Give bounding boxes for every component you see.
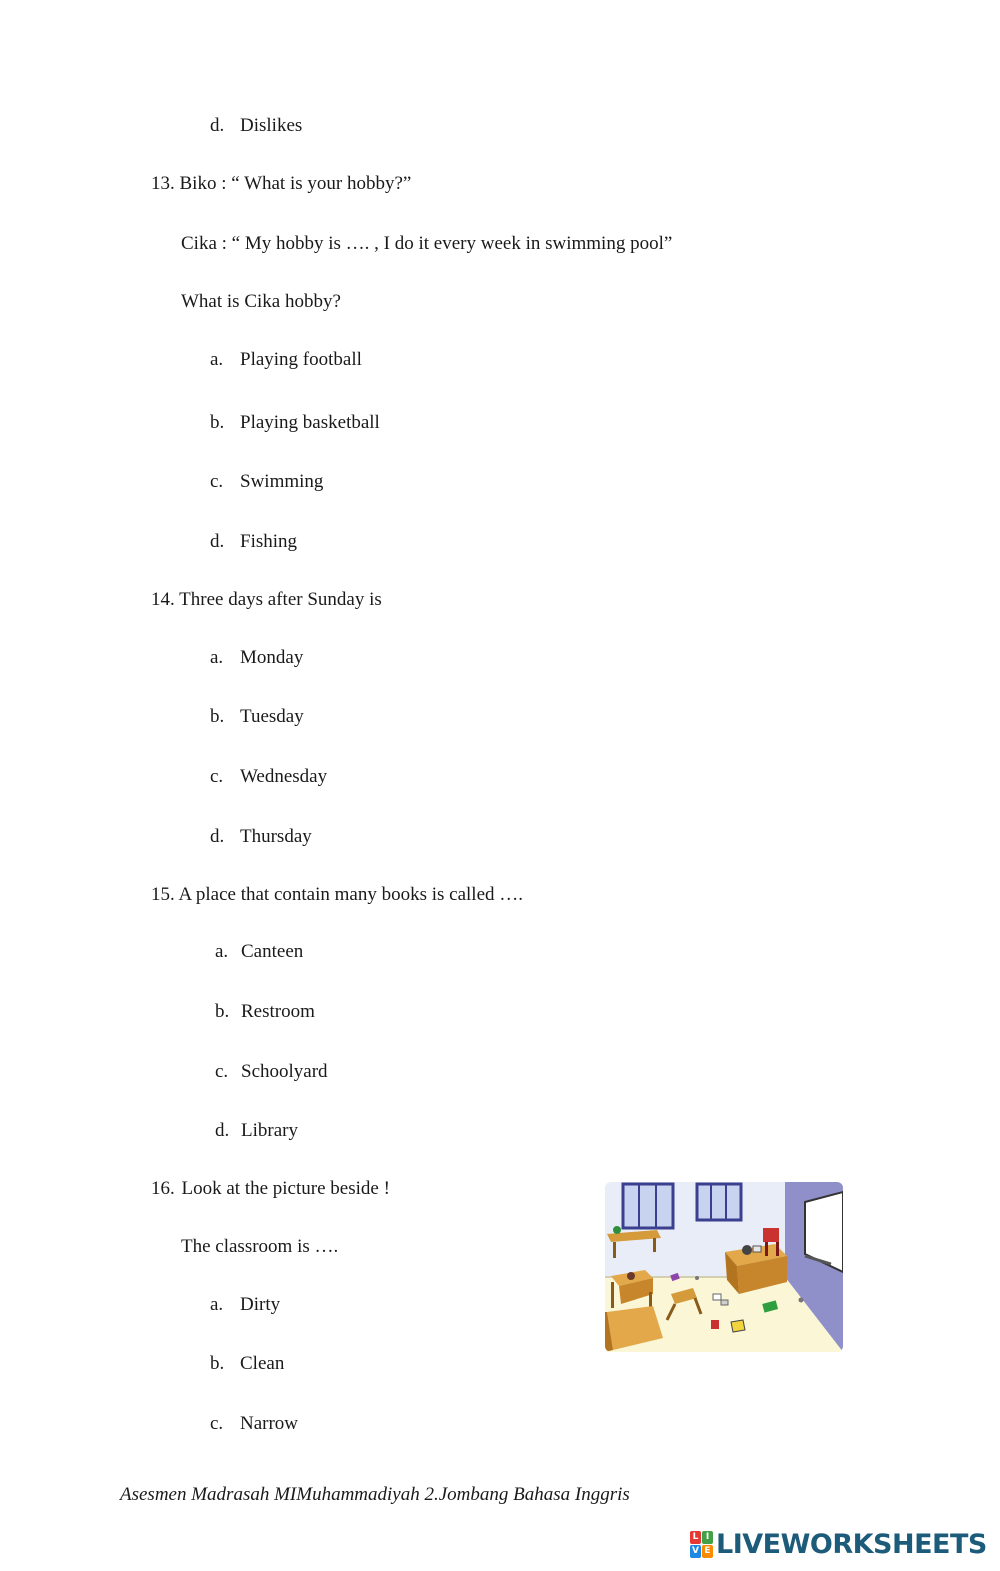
option-letter: a.	[215, 941, 229, 962]
q12-option-d[interactable]	[210, 114, 302, 138]
logo-letter: I	[702, 1531, 713, 1544]
brand-name: LIVEWORKSHEETS	[716, 1528, 987, 1560]
q13-question: What is Cika hobby?	[181, 291, 341, 312]
option-text: Monday	[240, 647, 304, 668]
option-letter: d.	[210, 531, 225, 552]
q13-option-b[interactable]	[210, 411, 380, 435]
q16-prompt	[151, 1177, 390, 1201]
option-letter: c.	[210, 1413, 224, 1434]
option-text: Dirty	[240, 1294, 281, 1315]
option-text: Swimming	[240, 471, 324, 492]
q15-option-b[interactable]	[215, 1000, 315, 1024]
option-text: Library	[241, 1120, 298, 1141]
option-letter: b.	[215, 1001, 230, 1022]
option-text: Clean	[240, 1353, 285, 1374]
option-text: Tuesday	[240, 706, 304, 727]
question-text: A place that contain many books is called ….	[178, 884, 524, 905]
q16-option-a[interactable]	[210, 1293, 280, 1317]
option-letter: b.	[210, 1353, 225, 1374]
footer-text: Asesmen Madrasah MIMuhammadiyah 2.Jombang Bahasa Inggris	[120, 1484, 630, 1505]
option-text: Schoolyard	[241, 1061, 328, 1082]
question-text: Biko : “ What is your hobby?”	[179, 173, 412, 194]
q14-prompt	[151, 588, 382, 612]
option-letter: b.	[210, 706, 225, 727]
q15-option-d[interactable]	[215, 1119, 298, 1143]
option-letter: c.	[210, 471, 224, 492]
q14-option-d[interactable]	[210, 825, 312, 849]
question-number: 16.	[151, 1178, 175, 1199]
q16-option-c[interactable]	[210, 1412, 298, 1436]
option-letter: c.	[210, 766, 224, 787]
option-text: Restroom	[241, 1001, 315, 1022]
q13-dialog-line: Cika : “ My hobby is …. , I do it every week in swimming pool”	[181, 233, 673, 254]
q13-option-a[interactable]	[210, 348, 362, 372]
q15-option-c[interactable]	[215, 1060, 328, 1084]
messy-classroom-illustration	[605, 1182, 843, 1352]
option-letter: d.	[210, 115, 225, 136]
classroom-picture	[605, 1182, 843, 1352]
option-text: Fishing	[240, 531, 298, 552]
logo-letter: E	[702, 1545, 713, 1558]
question-text: Three days after Sunday is	[179, 589, 382, 610]
question-text: Look at the picture beside !	[181, 1178, 390, 1199]
option-letter: a.	[210, 1294, 224, 1315]
option-letter: d.	[210, 826, 225, 847]
option-letter: a.	[210, 349, 224, 370]
option-text: Thursday	[240, 826, 312, 847]
q15-prompt	[151, 883, 523, 907]
question-number: 15.	[151, 884, 175, 905]
question-number: 14.	[151, 589, 175, 610]
q14-option-c[interactable]	[210, 765, 327, 789]
q13-option-c[interactable]	[210, 470, 323, 494]
q16-option-b[interactable]	[210, 1352, 284, 1376]
option-letter: b.	[210, 412, 225, 433]
liveworksheets-brand[interactable]	[690, 1528, 987, 1560]
option-letter: a.	[210, 647, 224, 668]
live-logo-icon	[690, 1531, 713, 1558]
option-text: Narrow	[240, 1413, 299, 1434]
option-text: Wednesday	[240, 766, 328, 787]
option-text: Dislikes	[240, 115, 303, 136]
q13-option-d[interactable]	[210, 530, 297, 554]
logo-letter: L	[690, 1531, 701, 1544]
q16-question: The classroom is ….	[181, 1236, 339, 1257]
option-text: Canteen	[241, 941, 304, 962]
q13-prompt	[151, 172, 411, 196]
q15-option-a[interactable]	[215, 940, 303, 964]
q14-option-b[interactable]	[210, 705, 304, 729]
option-letter: c.	[215, 1061, 229, 1082]
logo-letter: V	[690, 1545, 701, 1558]
question-number: 13.	[151, 173, 175, 194]
q14-option-a[interactable]	[210, 646, 303, 670]
option-text: Playing basketball	[240, 412, 380, 433]
option-letter: d.	[215, 1120, 230, 1141]
option-text: Playing football	[240, 349, 362, 370]
